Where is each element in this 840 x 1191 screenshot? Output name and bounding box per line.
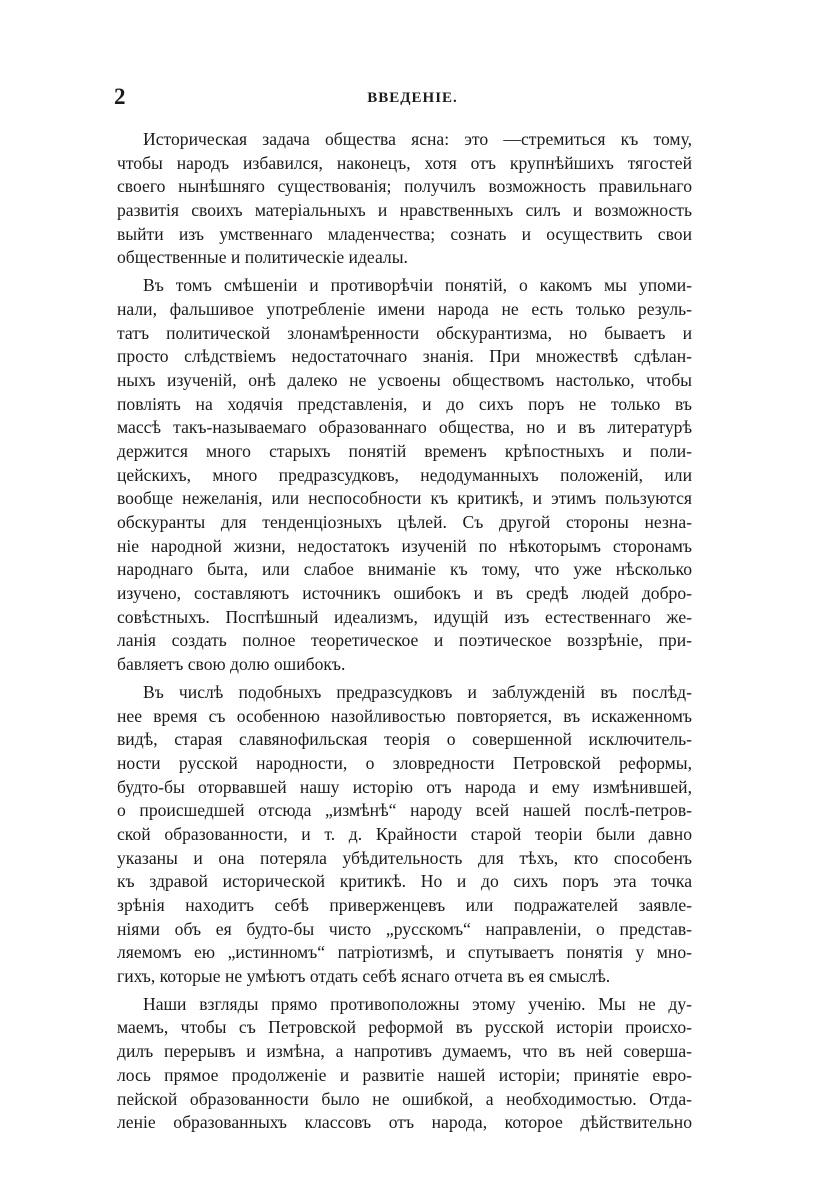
text-line: нали, фальшивое употребленіе имени народа не есть только резуль- — [117, 298, 692, 319]
text-line: выйти изъ умственнаго младенчества; сознать и осуществить свои — [117, 223, 692, 244]
body-text — [117, 128, 692, 1139]
paragraph-1 — [117, 128, 692, 270]
text-line: ности русской народности, о зловредности Петровской реформы, — [117, 752, 692, 773]
text-line: чтобы народъ избавился, наконецъ, хотя отъ крупнѣйшихъ тягостей — [117, 152, 692, 173]
text-line: ніями объ ея будто-бы чисто „русскомъ“ направленіи, о представ- — [117, 918, 692, 939]
text-line: массѣ такъ-называемаго образованнаго общества, но и въ литературѣ — [117, 417, 692, 438]
text-line: ніе народной жизни, недостатокъ изученій по нѣкоторымъ сторонамъ — [117, 535, 692, 556]
text-line: Наши взгляды прямо противоположны этому ученію. Мы не ду- — [143, 993, 692, 1014]
text-line: гихъ, которые не умѣютъ отдать себѣ яснаго отчета въ ея смыслѣ. — [117, 966, 611, 987]
text-line: вообще нежеланія, или неспособности къ критикѣ, и этимъ пользуются — [117, 488, 692, 509]
paragraph-2 — [117, 274, 692, 677]
text-line: указаны и она потеряла убѣдительность для тѣхъ, кто способенъ — [117, 847, 692, 868]
text-line: маемъ, чтобы съ Петровской реформой въ русской исторіи происхо- — [117, 1017, 692, 1038]
running-head: ВВЕДЕНІЕ. — [367, 90, 458, 106]
text-line: просто слѣдствіемъ недостаточнаго знанія. При множествѣ сдѣлан- — [117, 346, 692, 367]
text-line: Въ числѣ подобныхъ предразсудковъ и заблужденій въ послѣд- — [143, 681, 692, 702]
text-line: дилъ перерывъ и измѣна, а напротивъ думаемъ, что въ ней соверша- — [117, 1041, 692, 1062]
text-line: ской образованности, и т. д. Крайности старой теоріи были давно — [117, 823, 692, 844]
text-line: лось прямое продолженіе и развитіе нашей исторіи; принятіе евро- — [117, 1064, 692, 1085]
text-line: изучено, составляютъ источникъ ошибокъ и въ средѣ людей добро- — [117, 583, 692, 604]
text-line: держится много старыхъ понятій временъ крѣпостныхъ и поли- — [117, 440, 692, 461]
page-header — [110, 84, 695, 114]
text-line: татъ политической злонамѣренности обскурантизма, но бываетъ и — [117, 322, 692, 343]
text-line: своего нынѣшняго существованія; получилъ возможность правильнаго — [117, 176, 692, 197]
text-line: къ здравой исторической критикѣ. Но и до сихъ поръ эта точка — [117, 871, 692, 892]
text-line: повліять на ходячія представленія, и до сихъ поръ не только въ — [117, 393, 692, 414]
text-line: будто-бы оторвавшей нашу исторію отъ народа и ему измѣнившей, — [117, 776, 692, 797]
text-line: о происшедшей отсюда „измѣнѣ“ народу всей нашей послѣ-петров- — [117, 800, 692, 821]
text-line: Въ томъ смѣшеніи и противорѣчіи понятій, о какомъ мы упоми- — [143, 275, 692, 296]
text-line: ляемомъ ею „истинномъ“ патріотизмѣ, и спутываетъ понятія у мно- — [117, 942, 692, 963]
text-line: цейскихъ, много предразсудковъ, недодуманныхъ положеній, или — [117, 464, 692, 485]
text-line: леніе образованныхъ классовъ отъ народа, которое дѣйствительно — [117, 1112, 692, 1133]
text-line: нее время съ особенною назойливостью повторяется, въ искаженномъ — [117, 705, 692, 726]
text-line: ныхъ изученій, онѣ далеко не усвоены обществомъ настолько, чтобы — [117, 369, 692, 390]
page-number: 2 — [114, 84, 126, 109]
text-line: зрѣнія находитъ себѣ приверженцевъ или подражателей заявле- — [117, 895, 692, 915]
text-line: видѣ, старая славянофильская теорія о совершенной исключитель- — [117, 729, 692, 750]
text-line: ланія создать полное теоретическое и поэтическое воззрѣніе, при- — [117, 630, 692, 651]
paragraph-4 — [117, 993, 692, 1135]
text-line: обскуранты для тенденціозныхъ цѣлей. Съ другой стороны незна- — [117, 512, 692, 532]
text-line: общественные и политическіе идеалы. — [117, 247, 408, 268]
paragraph-3 — [117, 681, 692, 989]
text-line: народнаго быта, или слабое вниманіе къ тому, что уже нѣсколько — [117, 559, 692, 580]
text-line: совѣстныхъ. Поспѣшный идеализмъ, идущій изъ естественнаго же- — [117, 606, 692, 627]
text-line: бавляетъ свою долю ошибокъ. — [117, 654, 346, 675]
text-line: пейской образованности было не ошибкой, а необходимостью. Отда- — [117, 1088, 692, 1109]
text-line: Историческая задача общества ясна: это —стремиться къ тому, — [143, 129, 692, 149]
text-line: развитія своихъ матеріальныхъ и нравственныхъ силъ и возможность — [117, 200, 692, 221]
